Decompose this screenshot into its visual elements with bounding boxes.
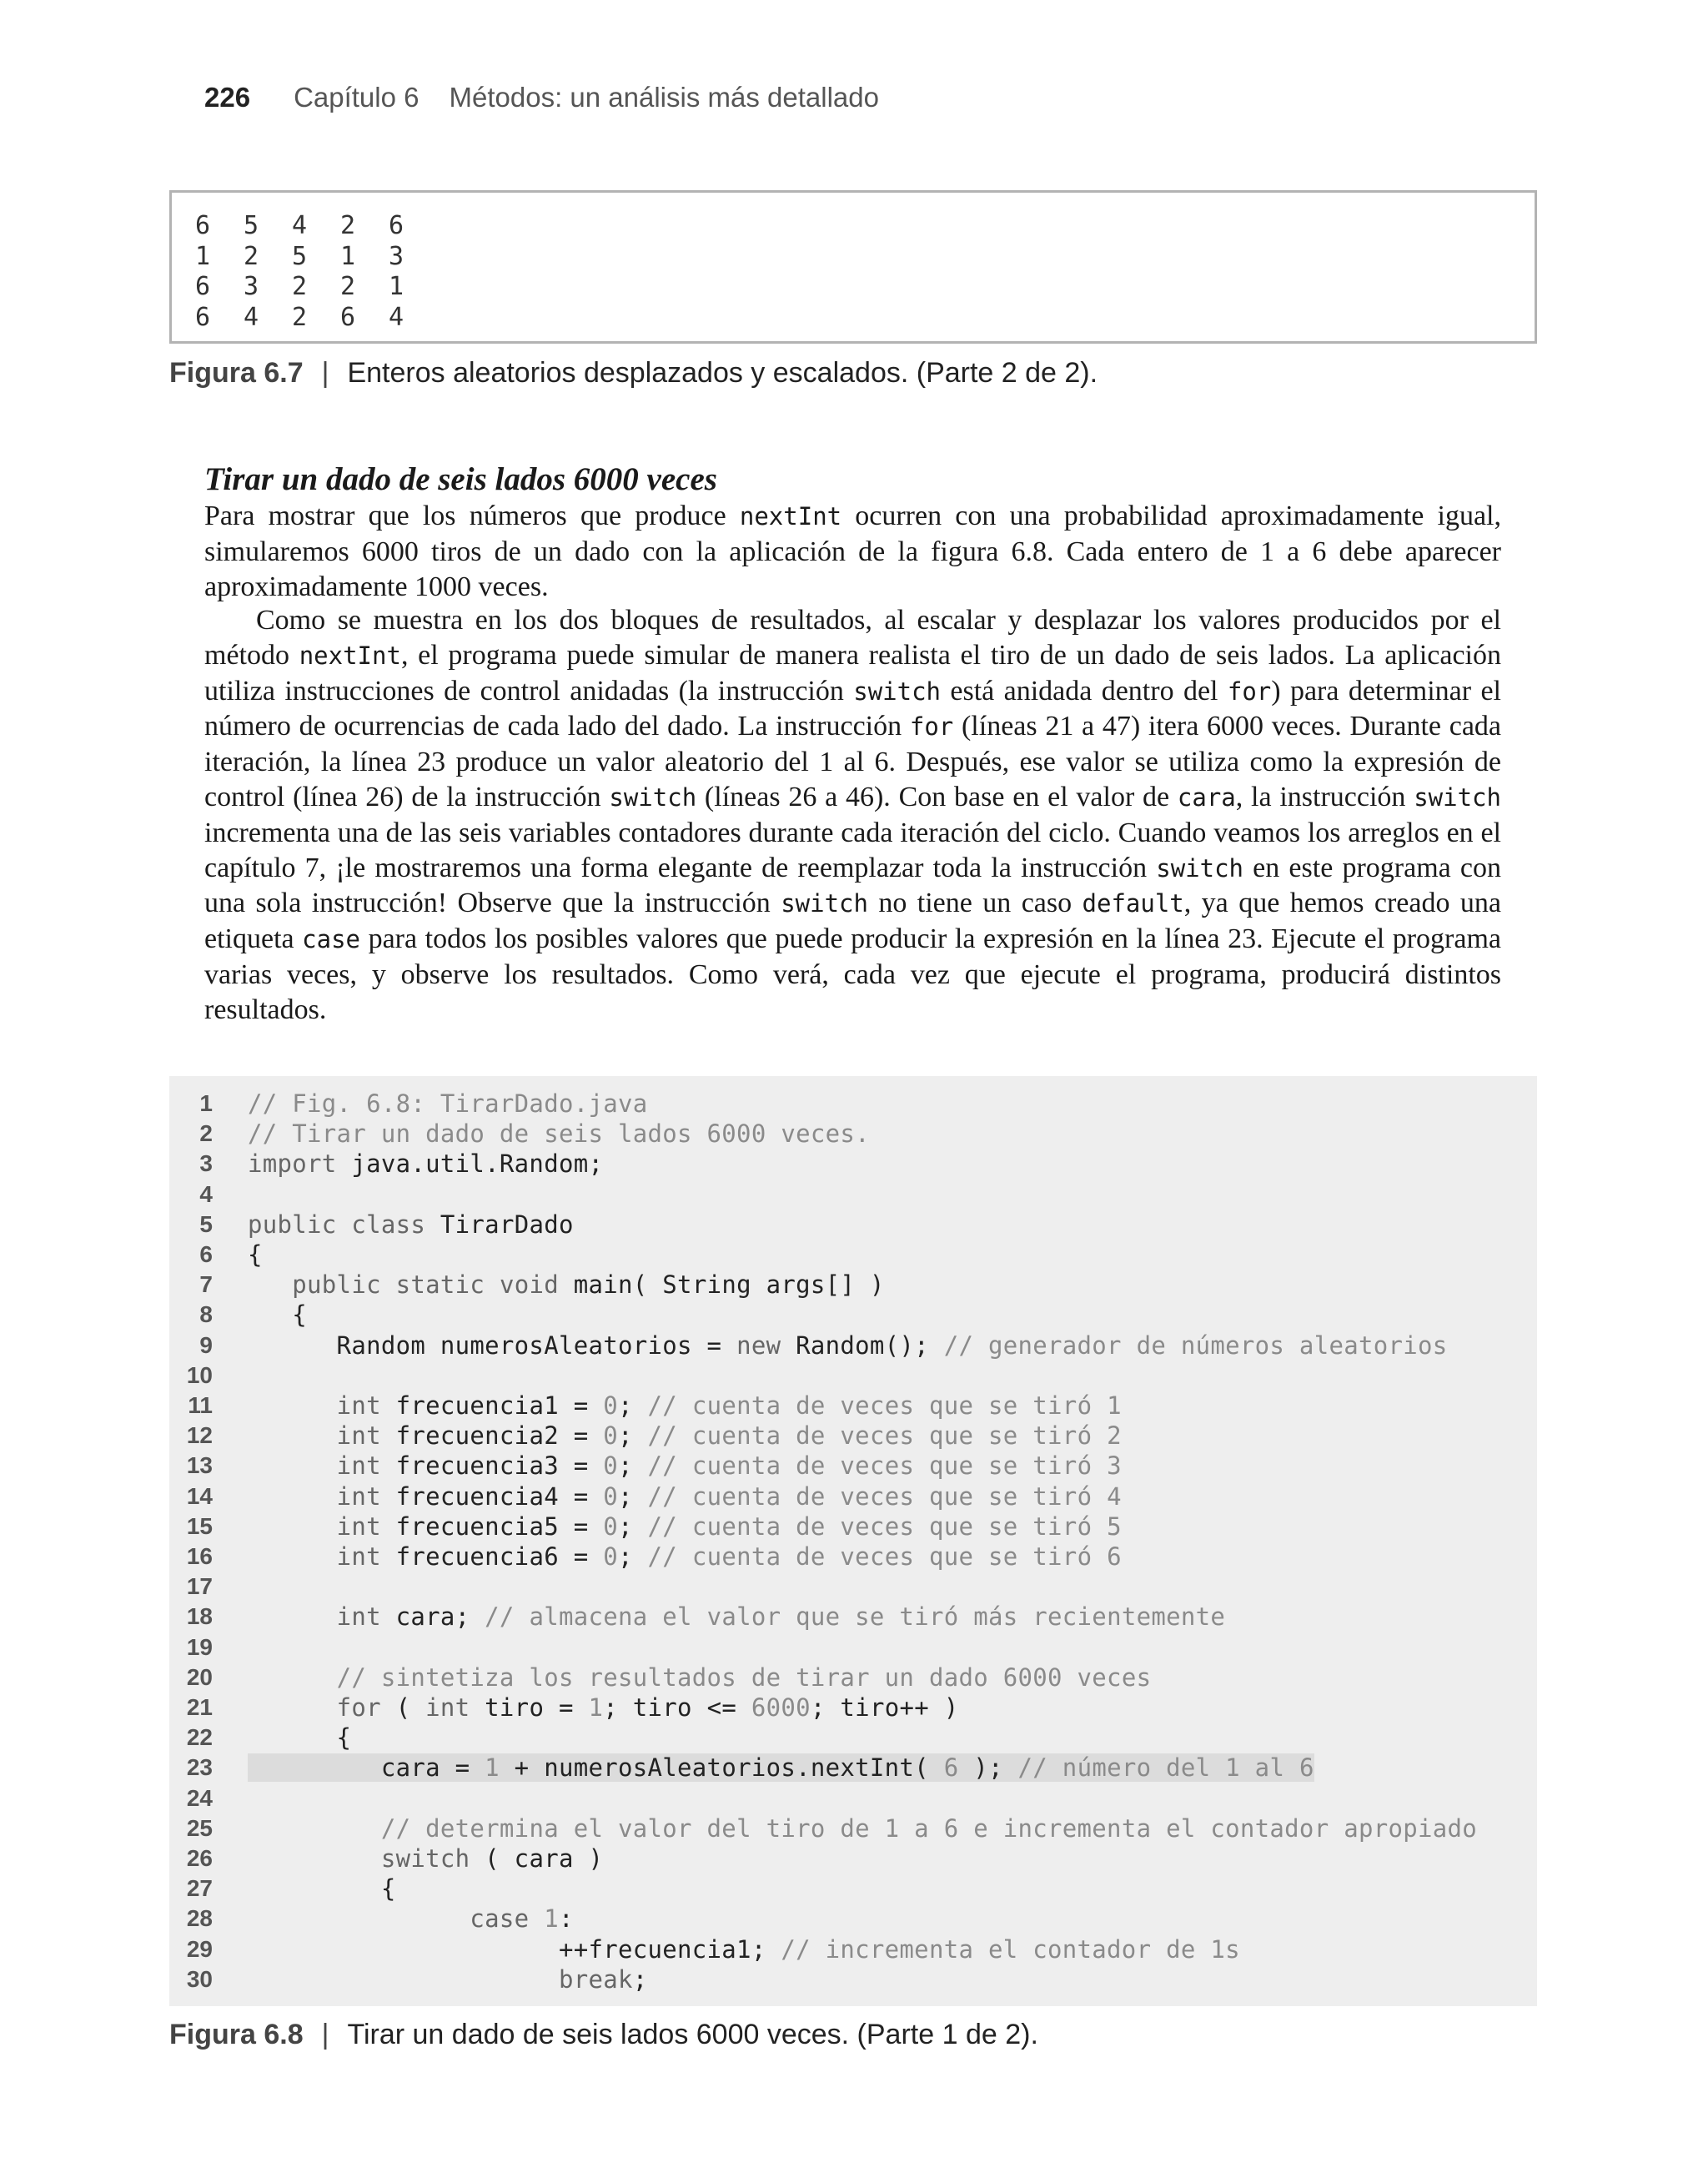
- line-number: 9: [199, 1331, 213, 1358]
- code-line: [169, 1360, 1537, 1390]
- code-line: [169, 1330, 1537, 1360]
- line-number: 24: [186, 1784, 213, 1811]
- line-number: 23: [186, 1754, 213, 1781]
- output-value: 6: [388, 211, 404, 240]
- output-value: 6: [339, 302, 356, 332]
- inline-code: switch: [781, 889, 868, 918]
- text-run: en este programa con una sola instrucción! Observe que la instrucción: [204, 852, 1501, 919]
- text-run: ocurren con una probabilidad aproximadamente igual, simularemos 6000 tiros de un dado con la aplicación de la figura 6.8. Cada entero de 1 a 6 debe aparecer aproximadamente 1000 veces.: [204, 500, 1501, 602]
- inline-code: switch: [853, 677, 942, 706]
- inline-code: switch: [1414, 782, 1501, 812]
- body-paragraph-2: [204, 603, 1501, 1028]
- code-line: [169, 1088, 1537, 1118]
- code-line: [169, 1269, 1537, 1299]
- line-number: 29: [186, 1935, 213, 1962]
- text-run: (líneas 21 a 47) itera 6000 veces. Durante cada iteración, la línea 23 produce un valor aleatorio del 1 al 6. Después, ese valor se utiliza como la expresión de control (línea 26) de la instrucción: [204, 711, 1501, 812]
- code-text: int frecuencia5 = 0; // cuenta de veces que se tiró 5: [336, 1512, 1122, 1541]
- line-number: 28: [186, 1905, 213, 1932]
- figure-label: Figura 6.7: [169, 357, 304, 389]
- line-number: 27: [186, 1875, 213, 1902]
- output-value: 5: [243, 211, 259, 240]
- code-line: [169, 1843, 1537, 1873]
- code-text: int cara; // almacena el valor que se tiró más recientemente: [336, 1602, 1226, 1632]
- code-text: switch ( cara ): [380, 1844, 604, 1873]
- line-number: 6: [199, 1241, 213, 1267]
- code-line: [169, 1420, 1537, 1450]
- figure-6-8-caption: [169, 2019, 1038, 2051]
- code-text: int frecuencia2 = 0; // cuenta de veces que se tiró 2: [336, 1421, 1122, 1451]
- output-value: 6: [194, 302, 211, 332]
- code-line: [169, 1783, 1537, 1813]
- code-text: {: [248, 1723, 352, 1753]
- caption-text: Tirar un dado de seis lados 6000 veces. (Parte 1 de 2).: [347, 2019, 1038, 2050]
- code-line: [169, 1179, 1537, 1209]
- code-line: [169, 1390, 1537, 1420]
- line-number: 16: [186, 1543, 213, 1569]
- code-text: public class TirarDado: [248, 1210, 574, 1239]
- code-text: cara = 1 + numerosAleatorios.nextInt( 6 ); // número del 1 al 6: [248, 1753, 1314, 1783]
- code-text: int frecuencia6 = 0; // cuenta de veces que se tiró 6: [336, 1542, 1122, 1571]
- code-text: {: [248, 1300, 308, 1330]
- code-text: ++frecuencia1; // incrementa el contador de 1s: [248, 1934, 1240, 1964]
- code-line: [169, 1299, 1537, 1329]
- line-number: 18: [186, 1603, 213, 1630]
- code-line: [169, 1209, 1537, 1239]
- code-line: [169, 1662, 1537, 1692]
- code-line: [169, 1934, 1537, 1964]
- output-value: 2: [291, 302, 308, 332]
- line-number: 10: [186, 1361, 213, 1388]
- text-run: incrementa una de las seis variables contadores durante cada iteración del ciclo. Cuando veamos los arreglos en el capítulo 7, ¡le mostraremos una forma elegante de reemplazar toda la instrucción: [204, 817, 1501, 883]
- line-number: 8: [199, 1301, 213, 1328]
- chapter-label: Capítulo 6: [294, 82, 419, 113]
- code-line: [169, 1873, 1537, 1903]
- line-number: 21: [186, 1694, 213, 1720]
- output-value: 3: [388, 241, 404, 271]
- output-value: 4: [388, 302, 404, 332]
- code-line: [169, 1722, 1537, 1752]
- caption-separator: |: [321, 2019, 329, 2050]
- line-number: 19: [186, 1633, 213, 1660]
- text-run: Como se muestra en los dos bloques de resultados, al escalar y desplazar los valores producidos por el método: [204, 605, 1501, 671]
- code-line: [169, 1903, 1537, 1933]
- output-value: 2: [339, 272, 356, 301]
- output-value: 5: [291, 241, 308, 271]
- output-value: 4: [243, 302, 259, 332]
- code-text: // sintetiza los resultados de tirar un dado 6000 veces: [336, 1662, 1152, 1692]
- output-value: 1: [194, 241, 211, 271]
- code-line: [169, 1511, 1537, 1541]
- inline-code: for: [909, 712, 954, 742]
- line-number: 22: [186, 1724, 213, 1751]
- code-line: [169, 1148, 1537, 1178]
- chapter-title: Métodos: un análisis más detallado: [449, 82, 879, 113]
- output-value: 6: [194, 272, 211, 301]
- code-listing: [169, 1076, 1537, 2006]
- inline-code: cara: [1177, 782, 1236, 812]
- code-text: case 1:: [470, 1904, 574, 1934]
- body-paragraph-1: [204, 499, 1501, 604]
- code-line: [169, 1601, 1537, 1631]
- inline-code: nextInt: [739, 502, 842, 531]
- code-text: int frecuencia3 = 0; // cuenta de veces que se tiró 3: [336, 1451, 1122, 1481]
- text-run: , la instrucción: [1235, 781, 1414, 812]
- line-number: 13: [186, 1452, 213, 1479]
- code-text: break;: [558, 1964, 648, 1994]
- text-run: , ya que hemos creado una etiqueta: [204, 888, 1501, 955]
- line-number: 11: [188, 1392, 213, 1418]
- line-number: 4: [199, 1180, 213, 1207]
- line-number: 20: [186, 1663, 213, 1690]
- text-run: (líneas 26 a 46). Con base en el valor de: [696, 781, 1178, 812]
- inline-code: switch: [609, 782, 697, 812]
- line-number: 7: [199, 1271, 213, 1298]
- caption-text: Enteros aleatorios desplazados y escalados. (Parte 2 de 2).: [347, 357, 1098, 389]
- inline-code: switch: [1156, 853, 1244, 883]
- program-output-box: [169, 190, 1537, 344]
- inline-code: case: [302, 925, 361, 954]
- caption-separator: |: [321, 357, 329, 389]
- code-line: [169, 1752, 1537, 1782]
- code-line: [169, 1632, 1537, 1662]
- section-heading: Tirar un dado de seis lados 6000 veces: [204, 461, 717, 497]
- code-line: [169, 1692, 1537, 1722]
- output-value: 2: [339, 211, 356, 240]
- figure-label: Figura 6.8: [169, 2019, 304, 2050]
- text-run: no tiene un caso: [867, 888, 1083, 919]
- page-number: 226: [204, 82, 251, 113]
- line-number: 12: [186, 1422, 213, 1449]
- line-number: 3: [199, 1150, 213, 1177]
- figure-6-7-caption: [169, 357, 1098, 390]
- output-value: 1: [339, 241, 356, 271]
- inline-code: nextInt: [299, 641, 401, 670]
- line-number: 25: [186, 1814, 213, 1841]
- text-run: está anidada dentro del: [941, 675, 1228, 707]
- code-line: [169, 1964, 1537, 1994]
- code-text: // Fig. 6.8: TirarDado.java: [248, 1089, 648, 1118]
- code-text: {: [248, 1874, 396, 1904]
- code-line: [169, 1450, 1537, 1480]
- line-number: 5: [199, 1210, 213, 1237]
- code-text: import java.util.Random;: [248, 1149, 604, 1179]
- text-run: , el programa puede simular de manera realista el tiro de un dado de seis lados. La aplicación utiliza instrucciones de control anidadas (la instrucción: [204, 639, 1501, 707]
- inline-code: for: [1227, 677, 1272, 706]
- code-text: // Tirar un dado de seis lados 6000 veces.: [248, 1119, 870, 1149]
- code-text: public static void main( String args[] ): [292, 1270, 885, 1300]
- code-text: // determina el valor del tiro de 1 a 6 e incrementa el contador apropiado: [380, 1813, 1478, 1843]
- output-value: 6: [194, 211, 211, 240]
- code-text: Random numerosAleatorios = new Random(); // generador de números aleatorios: [248, 1330, 1448, 1360]
- output-value: 4: [291, 211, 308, 240]
- code-line: [169, 1118, 1537, 1148]
- code-line: [169, 1813, 1537, 1843]
- output-value: 1: [388, 272, 404, 301]
- text-run: para todos los posibles valores que puede producir la expresión en la línea 23. Ejecute el programa varias veces, y observe los resultados. Como verá, cada vez que ejecute el programa, producirá distintos resultados.: [204, 923, 1501, 1025]
- line-number: 15: [186, 1512, 213, 1539]
- line-number: 30: [186, 1965, 213, 1992]
- output-value: 2: [291, 272, 308, 301]
- inline-code: default: [1082, 889, 1184, 918]
- line-number: 2: [199, 1120, 213, 1147]
- code-text: int frecuencia1 = 0; // cuenta de veces que se tiró 1: [336, 1391, 1122, 1420]
- code-line: [169, 1541, 1537, 1571]
- text-run: Para mostrar que los números que produce: [204, 500, 740, 531]
- line-number: 26: [186, 1845, 213, 1871]
- code-line: [169, 1571, 1537, 1601]
- text-run: ) para determinar el número de ocurrencias de cada lado del dado. La instrucción: [204, 675, 1501, 742]
- line-number: 14: [186, 1482, 213, 1509]
- line-number: 1: [199, 1090, 213, 1116]
- code-text: int frecuencia4 = 0; // cuenta de veces que se tiró 4: [336, 1481, 1122, 1511]
- line-number: 17: [186, 1573, 213, 1600]
- code-line: [169, 1239, 1537, 1269]
- running-header: [204, 82, 879, 118]
- output-value: 3: [243, 272, 259, 301]
- code-text: for ( int tiro = 1; tiro <= 6000; tiro++ ): [336, 1693, 959, 1722]
- code-text: {: [248, 1240, 263, 1269]
- code-line: [169, 1481, 1537, 1511]
- output-value: 2: [243, 241, 259, 271]
